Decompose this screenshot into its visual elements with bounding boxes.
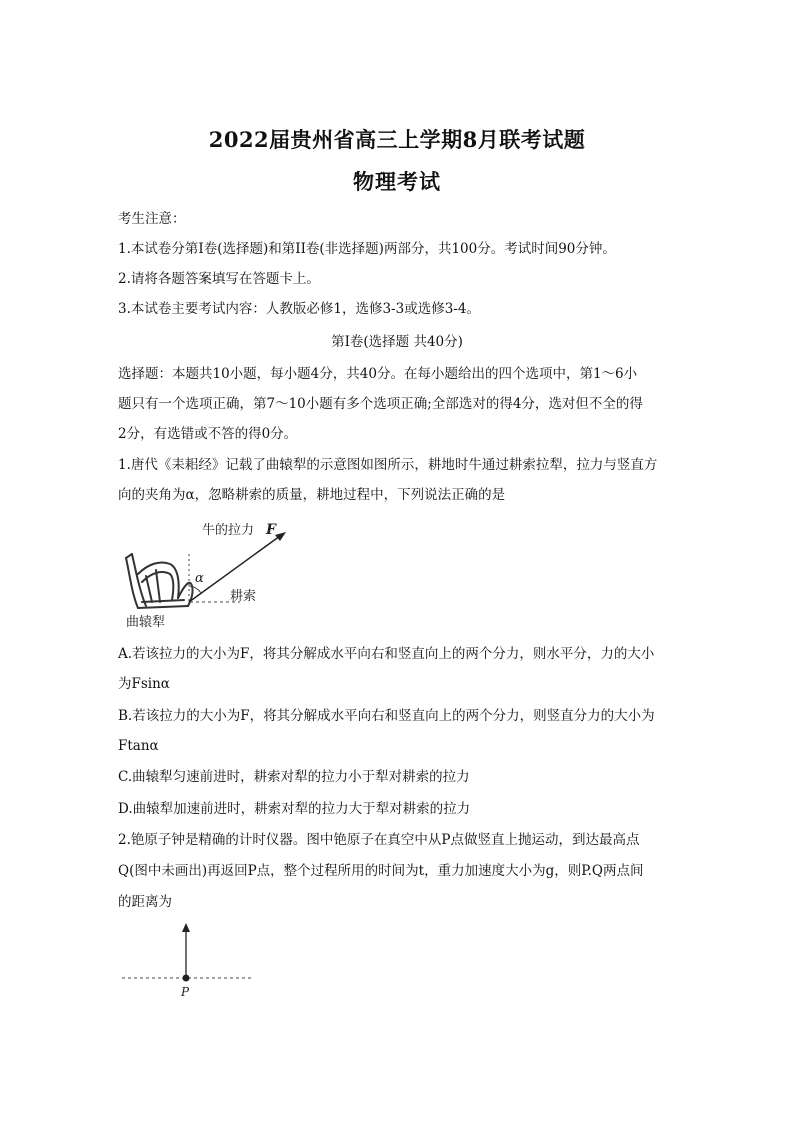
- section-instruction: 2分，有选错或不答的得0分。: [118, 426, 298, 442]
- q1-option-a-cont: 为Fsinα: [118, 676, 170, 692]
- notice-heading: 考生注意：: [118, 211, 186, 227]
- notice-item: 3.本试卷主要考试内容：人教版必修1，选修3-3或选修3-4。: [118, 301, 480, 317]
- q1-stem: 1.唐代《耒耜经》记载了曲辕犁的示意图如图所示，耕地时牛通过耕索拉犁，拉力与竖直方: [118, 457, 658, 473]
- q2-stem: Q(图中未画出)再返回P点，整个过程所用的时间为t，重力加速度大小为g，则P.Q两点间: [118, 863, 644, 879]
- q1-option-a: A.若该拉力的大小为F，将其分解成水平向右和竖直向上的两个分力，则水平分，力的大小: [118, 646, 655, 662]
- angle-label: α: [195, 571, 204, 586]
- point-p-dot: [183, 975, 190, 982]
- q1-option-d: D.曲辕犁加速前进时，耕索对犁的拉力大于犁对耕索的拉力: [118, 801, 471, 817]
- notice-item: 1.本试卷分第I卷(选择题)和第II卷(非选择题)两部分，共100分。考试时间90分钟。: [118, 241, 616, 257]
- exam-title: 2022届贵州省高三上学期8月联考试题: [208, 127, 586, 152]
- q2-figure: [118, 920, 258, 1002]
- plow-drawing: [126, 554, 193, 608]
- rope-label: 耕索: [230, 589, 257, 604]
- q1-stem: 向的夹角为α，忽略耕索的质量，耕地过程中，下列说法正确的是: [118, 487, 506, 503]
- arrow-head-icon: [275, 532, 286, 541]
- exam-subtitle: 物理考试: [353, 169, 441, 194]
- point-p-label: P: [181, 985, 190, 999]
- q1-option-b-cont: Ftanα: [118, 738, 159, 754]
- section-instruction: 题只有一个选项正确，第7～10小题有多个选项正确;全部选对的得4分，选对但不全的得: [118, 396, 643, 412]
- arrow-up-icon: [182, 923, 190, 932]
- angle-arc: [189, 586, 201, 593]
- plow-label: 曲辕犁: [126, 615, 166, 630]
- q1-plow-figure: [118, 516, 308, 632]
- section-title: 第I卷(选择题 共40分): [331, 334, 463, 350]
- q1-option-c: C.曲辕犁匀速前进时，耕索对犁的拉力小于犁对耕索的拉力: [118, 769, 470, 785]
- notice-item: 2.请将各题答案填写在答题卡上。: [118, 271, 320, 287]
- section-instruction: 选择题：本题共10小题，每小题4分，共40分。在每小题给出的四个选项中，第1～6小: [118, 366, 638, 382]
- q2-stem: 的距离为: [118, 894, 172, 910]
- force-label: 牛的拉力: [202, 523, 255, 538]
- q1-option-b: B.若该拉力的大小为F，将其分解成水平向右和竖直向上的两个分力，则竖直分力的大小为: [118, 708, 655, 724]
- force-symbol: F: [266, 522, 276, 538]
- q2-stem: 2.铯原子钟是精确的计时仪器。图中铯原子在真空中从P点做竖直上抛运动，到达最高点: [118, 832, 640, 848]
